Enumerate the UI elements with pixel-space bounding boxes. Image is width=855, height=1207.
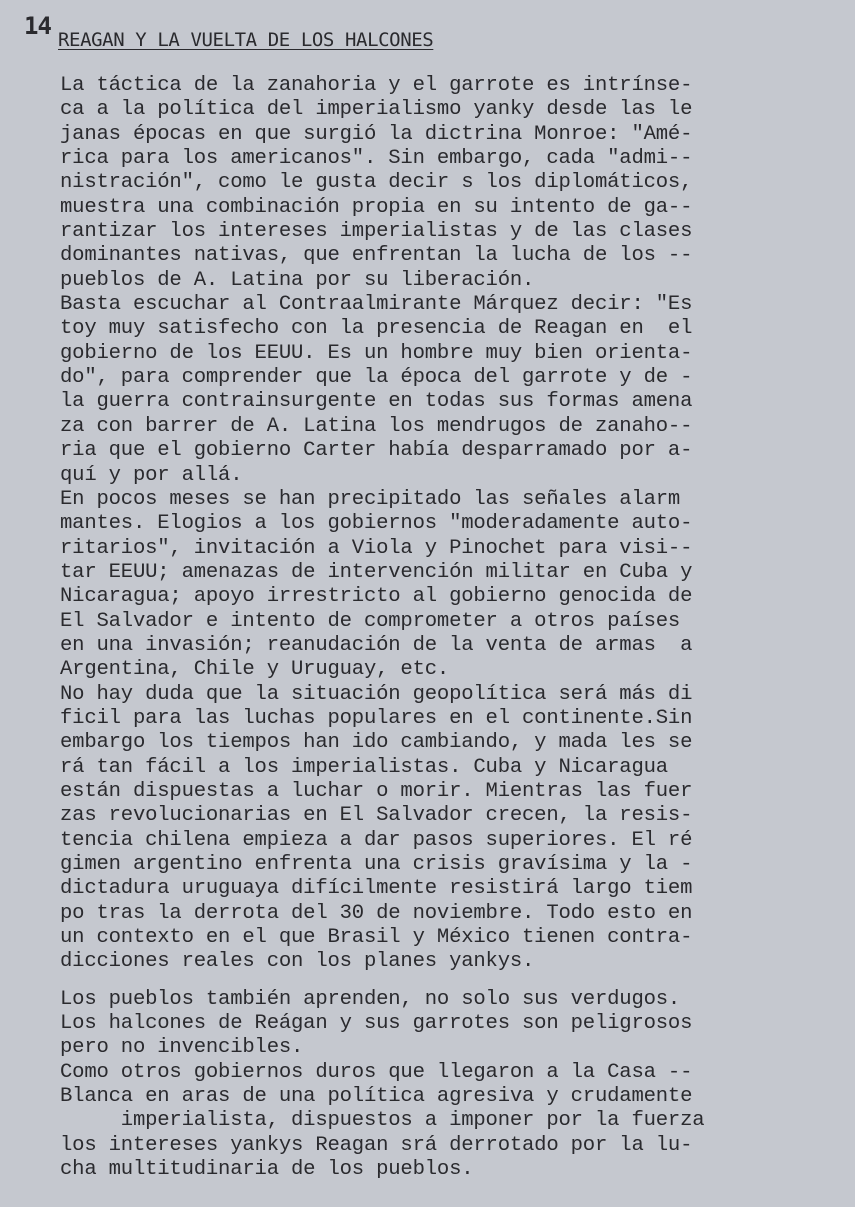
text-line: rica para los americanos". Sin embargo, cada "admi--: [60, 147, 693, 171]
paragraph: [60, 293, 820, 488]
text-line: po tras la derrota del 30 de noviembre. Todo esto en: [60, 901, 693, 925]
paragraph: [60, 988, 820, 1061]
text-line: Nicaragua; apoyo irrestricto al gobierno genocida de: [60, 585, 693, 609]
text-line: quí y por allá.: [60, 463, 243, 487]
text-line: La táctica de la zanahoria y el garrote es intrínse-: [60, 74, 693, 97]
text-line: dominantes nativas, que enfrentan la lucha de los --: [60, 244, 693, 268]
paragraph-gap: [60, 975, 820, 988]
text-line: tar EEUU; amenazas de intervención militar en Cuba y: [60, 560, 693, 584]
text-line: janas épocas en que surgió la dictrina Monroe: "Amé-: [60, 122, 693, 146]
text-line: pueblos de A. Latina por su liberación.: [60, 268, 535, 292]
text-line: za con barrer de A. Latina los mendrugos de zanaho--: [60, 414, 693, 438]
text-line: Los halcones de Reágan y sus garrotes son peligrosos: [60, 1012, 693, 1036]
text-line: los intereses yankys Reagan srá derrotado por la lu-: [60, 1133, 693, 1157]
text-line: Argentina, Chile y Uruguay, etc.: [60, 658, 450, 682]
text-line: gobierno de los EEUU. Es un hombre muy bien orienta-: [60, 341, 693, 365]
text-line: cha multitudinaria de los pueblos.: [60, 1158, 474, 1182]
text-line: dictadura uruguaya difícilmente resistirá largo tiem: [60, 877, 693, 901]
text-line: gimen argentino enfrenta una crisis gravísima y la -: [60, 853, 693, 876]
text-line: en una invasión; reanudación de la venta de armas a: [60, 633, 693, 657]
text-line: ria que el gobierno Carter había desparramado por a-: [60, 439, 693, 463]
text-line: la guerra contrainsurgente en todas sus formas amena: [60, 390, 693, 414]
text-line: pero no invencibles.: [60, 1036, 304, 1060]
text-line: Blanca en aras de una política agresiva y crudamente: [60, 1085, 693, 1109]
text-line: No hay duda que la situación geopolítica será más di: [60, 682, 693, 706]
text-line: están dispuestas a luchar o morir. Mientras las fuer: [60, 779, 693, 803]
text-line: toy muy satisfecho con la presencia de Reagan en el: [60, 317, 693, 341]
text-line: imperialista, dispuestos a imponer por la fuerza: [60, 1109, 705, 1133]
text-line: En pocos meses se han precipitado las señales alarm: [60, 487, 681, 511]
text-line: embargo los tiempos han ido cambiando, y mada les se: [60, 731, 693, 755]
text-line: un contexto en el que Brasil y México tienen contra-: [60, 926, 693, 950]
text-line: Como otros gobiernos duros que llegaron a la Casa --: [60, 1060, 693, 1084]
paragraph: [60, 683, 820, 975]
text-line: nistración", como le gusta decir s los diplomáticos,: [60, 171, 693, 195]
text-line: ca a la política del imperialismo yanky desde las le: [60, 98, 693, 122]
text-line: do", para comprender que la época del garrote y de -: [60, 366, 693, 390]
paragraph: [60, 488, 820, 683]
paragraph: [60, 74, 820, 293]
text-line: ritarios", invitación a Viola y Pinochet para visi--: [60, 536, 693, 560]
text-line: Los pueblos también aprenden, no solo sus verdugos.: [60, 987, 681, 1011]
text-line: muestra una combinación propia en su intento de ga--: [60, 195, 693, 219]
paragraph: [60, 1061, 820, 1183]
page-number: 14: [24, 12, 51, 40]
text-line: rantizar los intereses imperialistas y de las clases: [60, 220, 693, 244]
text-line: dicciones reales con los planes yankys.: [60, 950, 535, 974]
text-line: ficil para las luchas populares en el continente.Sin: [60, 706, 693, 730]
text-line: tencia chilena empieza a dar pasos superiores. El ré: [60, 828, 693, 852]
text-line: El Salvador e intento de comprometer a otros países: [60, 609, 681, 633]
text-line: mantes. Elogios a los gobiernos "moderadamente auto-: [60, 512, 693, 536]
article-body: [60, 74, 820, 1182]
article-title: REAGAN Y LA VUELTA DE LOS HALCONES: [58, 29, 434, 51]
text-line: rá tan fácil a los imperialistas. Cuba y Nicaragua: [60, 755, 668, 779]
text-line: zas revolucionarias en El Salvador crecen, la resis-: [60, 804, 693, 828]
text-line: Basta escuchar al Contraalmirante Márquez decir: "Es: [60, 293, 693, 317]
